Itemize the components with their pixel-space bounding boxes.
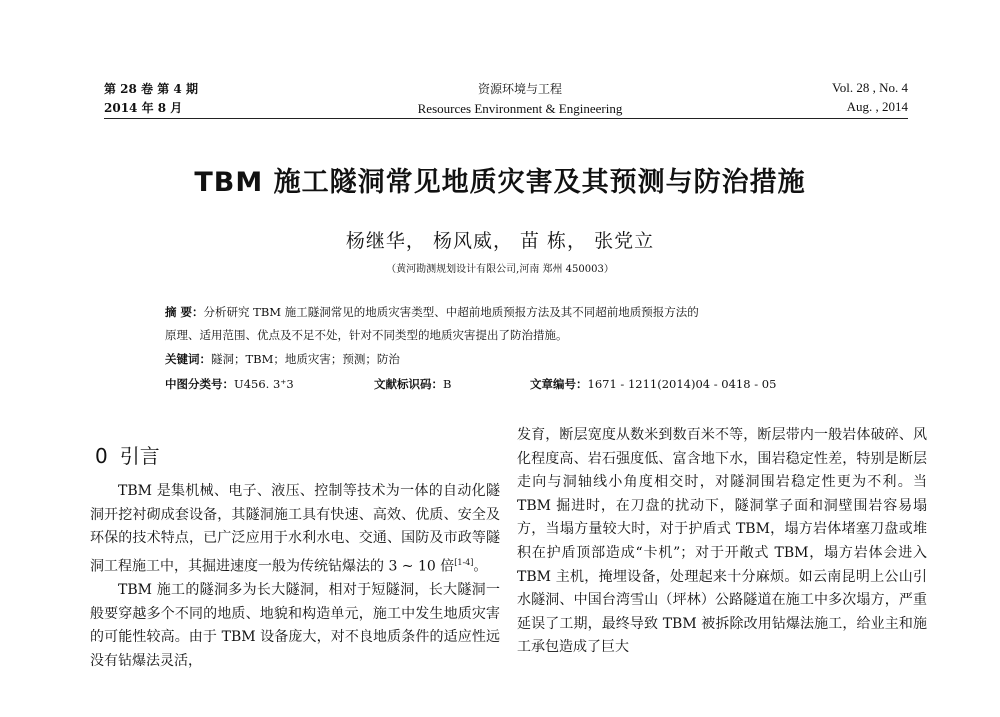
header-center xyxy=(380,80,660,118)
classification-label: 中图分类号： xyxy=(165,377,234,391)
body-column-left xyxy=(90,480,500,673)
volume-issue-en: Vol. 28 , No. 4 xyxy=(832,80,908,95)
article-number-label: 文章编号： xyxy=(530,377,588,391)
article-number-value: 1671 - 1211(2014)04 - 0418 - 05 xyxy=(587,377,777,391)
body-paragraph-2: TBM 施工的隧洞多为长大隧洞，相对于短隧洞，长大隧洞一般要穿越多个不同的地质、地貌和构造单元，施工中发生地质灾害的可能性较高。由于 TBM 设备庞大，对不良地质条件的适应性远没有钻爆法灵活， xyxy=(90,582,500,669)
body-paragraph-3: 发育，断层宽度从数米到数百米不等，断层带内一般岩体破碎、风化程度高、岩石强度低、富含地下水，围岩稳定性差，特别是断层走向与洞轴线小角度相交时，对隧洞围岩稳定性更为不利。当 TBM 掘进时，在刀盘的扰动下，隧洞掌子面和洞壁围岩容易塌方，当塌方量较大时，对于护盾式 TBM，塌方岩体堵塞刀盘或堆积在护盾顶部造成“卡机”；对于开敞式 TBM，塌方岩体会进入 TBM 主机，掩埋设备，处理起来十分麻烦。如云南昆明上公山引水隧洞、中国台湾雪山（坪林）公路隧道在施工中多次塌方，严重延误了工期，最终导致 TBM 被拆除改用钻爆法施工，给业主和施工承包造成了巨大 xyxy=(517,427,927,656)
keywords xyxy=(165,351,400,367)
document-code xyxy=(374,376,451,392)
section-number: 0 xyxy=(95,444,108,468)
section-title: 引言 xyxy=(119,444,160,468)
volume-issue-cn: 第 28 卷 第 4 期 xyxy=(104,82,198,96)
citation: [1-4] xyxy=(454,557,474,567)
author-list: 杨继华， 杨风威， 苗 栋， 张党立 xyxy=(345,230,655,252)
keywords-label: 关键词： xyxy=(165,352,211,366)
header-divider xyxy=(104,118,908,119)
journal-name-en: Resources Environment & Engineering xyxy=(417,101,623,116)
date-cn: 2014 年 8 月 xyxy=(104,101,183,115)
abstract-label: 摘 要： xyxy=(165,305,204,319)
header-right xyxy=(832,78,908,116)
body-column-right xyxy=(517,424,927,660)
article-number xyxy=(530,376,776,392)
document-code-value: B xyxy=(443,377,452,391)
paragraph-1-end: 。 xyxy=(473,558,488,575)
classification-value: U456. 3⁺3 xyxy=(234,377,294,391)
date-en: Aug. , 2014 xyxy=(846,99,908,114)
classification-number xyxy=(165,376,294,392)
paragraph-1-text: TBM 是集机械、电子、液压、控制等技术为一体的自动化隧洞开挖衬砌成套设备，其隧洞施工具有快速、高效、优质、安全及环保的技术特点，已广泛应用于水利水电、交通、国防及市政等隧洞工程施工中，其掘进速度一般为传统钻爆法的 3 ~ 10 倍 xyxy=(90,483,500,575)
abstract xyxy=(165,301,865,347)
keywords-text: 隧洞；TBM；地质灾害；预测；防治 xyxy=(211,352,400,366)
affiliation: （黄河勘测规划设计有限公司,河南 郑州 450003） xyxy=(386,264,614,275)
body-paragraph-1 xyxy=(90,480,500,579)
abstract-text-line2: 原理、适用范围、优点及不足不处，针对不同类型的地质灾害提出了防治措施。 xyxy=(165,328,568,342)
header-left xyxy=(104,80,198,118)
section-heading xyxy=(95,440,160,469)
abstract-text-line1: 分析研究 TBM 施工隧洞常见的地质灾害类型、中超前地质预报方法及其不同超前地质预报方法的 xyxy=(203,305,699,319)
article-title: TBM 施工隧洞常见地质灾害及其预测与防治措施 xyxy=(194,167,806,198)
journal-name-cn: 资源环境与工程 xyxy=(477,82,562,96)
document-code-label: 文献标识码： xyxy=(374,377,443,391)
